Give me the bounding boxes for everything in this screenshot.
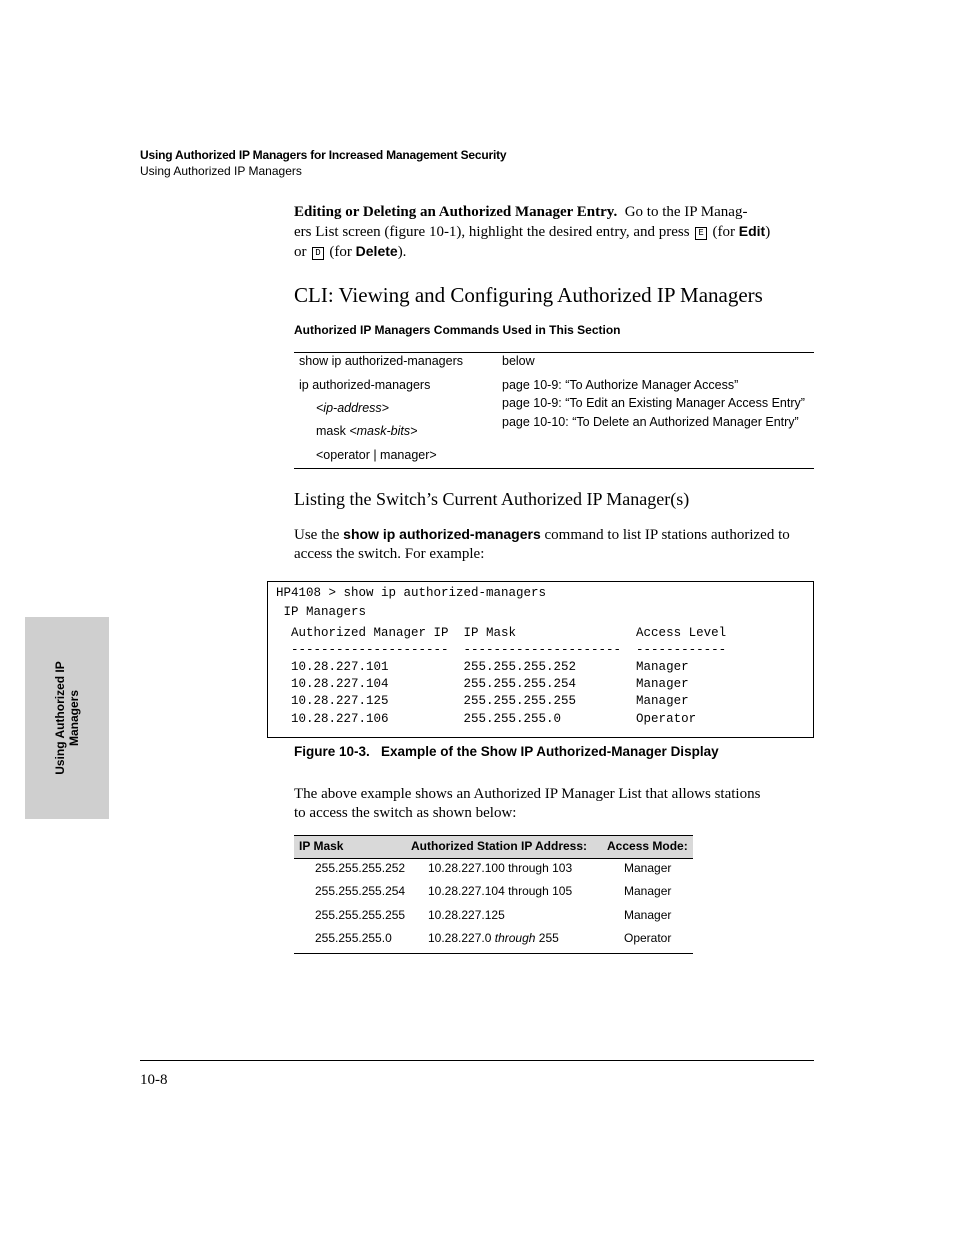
arg-mask: mask <mask-bits> (316, 424, 418, 438)
terminal-line: 10.28.227.104 255.255.255.254 Manager (276, 677, 689, 691)
editing-lead: Editing or Deleting an Authorized Manager Entry. (294, 204, 618, 220)
commands-table-bottom-rule (294, 468, 814, 469)
footer-rule (140, 1060, 814, 1061)
above-paragraph: The above example shows an Authorized IP Manager List that allows stations to access the switch as shown below: (294, 786, 761, 821)
terminal-line: Authorized Manager IP IP Mask Access Level (276, 626, 727, 640)
command-show-ip-ref: below (502, 354, 535, 368)
side-tab-label: Using Authorized IP Managers (53, 661, 81, 775)
key-d-icon: D (312, 247, 323, 260)
terminal-line: 10.28.227.106 255.255.255.0 Operator (276, 712, 697, 726)
command-show-ip: show ip authorized-managers (299, 354, 463, 368)
terminal-line: --------------------- --------------------- ------------ (276, 643, 727, 657)
command-inline: show ip authorized-managers (343, 526, 541, 542)
terminal-line: 10.28.227.101 255.255.255.252 Manager (276, 660, 689, 674)
terminal-line: HP4108 > show ip authorized-managers (276, 586, 547, 600)
mask-table-header-rule (294, 858, 693, 859)
mask-table-header-mode: Access Mode: (607, 839, 688, 853)
command-ref-2: page 10-9: “To Edit an Existing Manager Access Entry” (502, 396, 805, 410)
command-ref-1: page 10-9: “To Authorize Manager Access” (502, 378, 739, 392)
figure-caption: Figure 10-3. Example of the Show IP Authorized-Manager Display (294, 744, 719, 759)
arg-ip-address: <ip-address> (316, 401, 389, 415)
commands-heading: Authorized IP Managers Commands Used in This Section (294, 323, 621, 337)
edit-label: Edit (738, 223, 766, 239)
side-tab (25, 617, 109, 819)
terminal-line: IP Managers (276, 605, 367, 619)
commands-table-top-rule (294, 352, 814, 353)
delete-label: Delete (355, 243, 398, 259)
command-ip-authorized: ip authorized-managers (299, 378, 431, 392)
use-paragraph: Use the show ip authorized-managers command to list IP stations authorized to access the switch. For example: (294, 526, 790, 562)
cli-heading: CLI: Viewing and Configuring Authorized IP Managers (294, 283, 763, 307)
terminal-line: 10.28.227.125 255.255.255.255 Manager (276, 694, 689, 708)
mask-table-header-address: Authorized Station IP Address: (411, 839, 588, 853)
mask-table-header (294, 835, 693, 859)
listing-heading: Listing the Switch’s Current Authorized IP Manager(s) (294, 489, 690, 509)
page-number: 10-8 (140, 1072, 168, 1088)
terminal-display (267, 581, 814, 738)
command-ref-3: page 10-10: “To Delete an Authorized Manager Entry” (502, 415, 799, 429)
arg-operator-manager: <operator | manager> (316, 448, 437, 462)
mask-table-bottom-rule (294, 953, 693, 954)
mask-table-header-mask: IP Mask (299, 839, 344, 853)
key-e-icon: E (695, 227, 706, 240)
editing-paragraph: Editing or Deleting an Authorized Manager Entry. Go to the IP Manag- ers List screen (figure 10-1), highlight the desired entry, and press E (for Edit) or D (for Delete). (294, 204, 771, 260)
running-header-subtitle: Using Authorized IP Managers (140, 164, 302, 178)
running-header-title: Using Authorized IP Managers for Increased Management Security (140, 148, 507, 162)
